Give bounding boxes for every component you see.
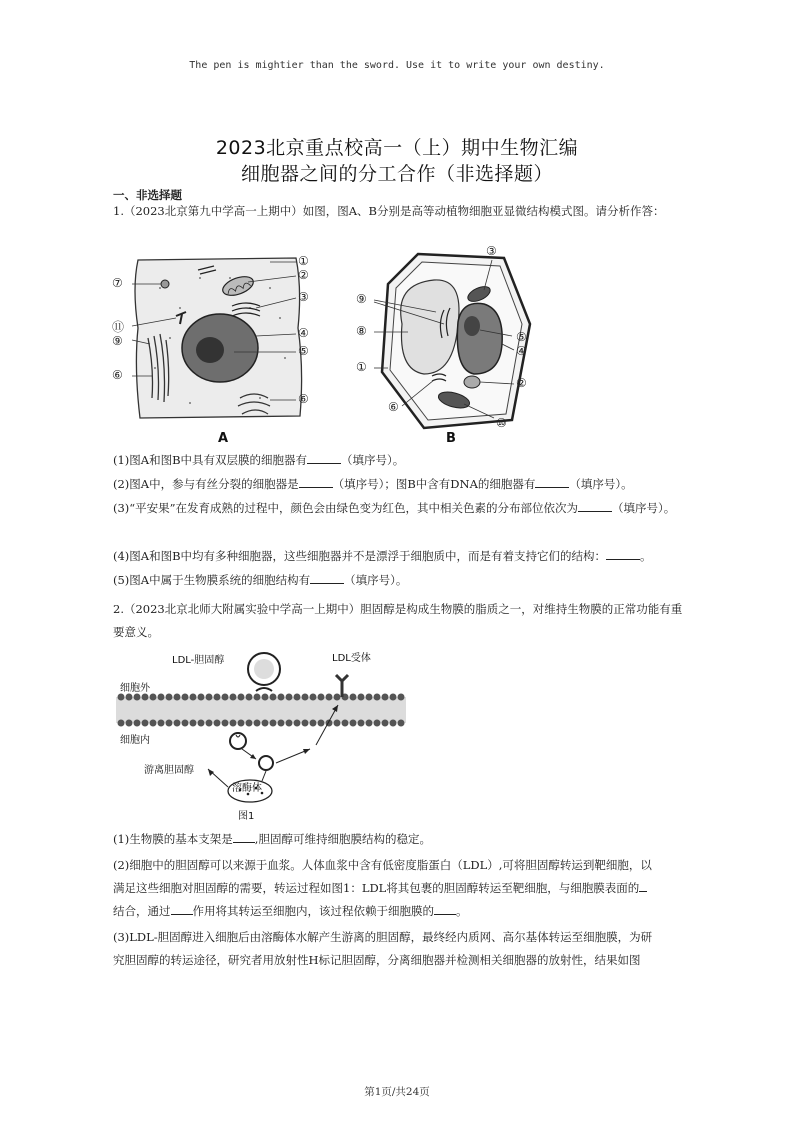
section-heading: 一、非选择题 bbox=[113, 188, 182, 202]
label-a-5: ⑤ bbox=[298, 344, 309, 358]
label-outside: 细胞外 bbox=[120, 683, 150, 694]
label-a-6-right: ⑥ bbox=[298, 392, 309, 406]
q1-sub2-blank-1[interactable] bbox=[299, 475, 333, 488]
page-subtitle: 细胞器之间的分工合作（非选择题） bbox=[240, 163, 553, 185]
label-b-6: ⑥ bbox=[388, 400, 399, 414]
page-footer: 第1页/共24页 bbox=[364, 1086, 430, 1098]
figure-a-caption: A bbox=[218, 431, 229, 446]
label-b-10: ⑩ bbox=[496, 416, 507, 430]
label-b-4: ④ bbox=[516, 344, 527, 358]
label-a-11: ⑪ bbox=[112, 320, 125, 334]
q2-sub1: (1)生物膜的基本支架是 ,胆固醇可维持细胞膜结构的稳定。 bbox=[113, 832, 431, 846]
q2-sub1-blank[interactable] bbox=[233, 830, 255, 843]
label-b-3: ③ bbox=[486, 244, 497, 258]
label-b-9: ⑨ bbox=[356, 292, 367, 306]
q1-sub2-blank-2[interactable] bbox=[535, 475, 569, 488]
figure-ldl-labels bbox=[116, 645, 416, 825]
q1-intro: 1.（2023北京第九中学高一上期中）如图，图A、B分别是高等动植物细胞亚显微结构模式图。请分析作答： bbox=[113, 204, 665, 218]
header-motto: The pen is mightier than the sword. Use it to write your own destiny. bbox=[189, 60, 605, 71]
label-a-9: ⑨ bbox=[112, 334, 123, 348]
figure-1-caption: 图1 bbox=[238, 811, 255, 822]
figure-a-labels bbox=[110, 248, 330, 446]
q1-sub5-blank[interactable] bbox=[310, 571, 344, 584]
q2-sub3: (3)LDL-胆固醇进入细胞后由溶酶体水解产生游离的胆固醇，最终经内质网、高尔基体转运至细胞膜，为研 究胆固醇的转运途径，研究者用放射性H标记胆固醇，分离细胞器并检测相关细胞器的放射性，结果如图 bbox=[113, 930, 653, 967]
q1-sub3-blank[interactable] bbox=[578, 499, 612, 512]
label-a-1: ① bbox=[298, 254, 309, 268]
label-ldl-cholesterol: LDL-胆固醇 bbox=[172, 655, 225, 666]
label-b-2: ② bbox=[516, 376, 527, 390]
q1-sub2: (2)图A中，参与有丝分裂的细胞器是 （填序号）；图B中含有DNA的细胞器有 （填序号）。 bbox=[113, 477, 633, 491]
q1-sub4-blank[interactable] bbox=[606, 547, 640, 560]
q1-sub1-blank[interactable] bbox=[307, 451, 341, 464]
label-a-7: ⑦ bbox=[112, 276, 123, 290]
label-b-5: ⑤ bbox=[516, 330, 527, 344]
label-inside: 细胞内 bbox=[120, 735, 150, 746]
q1-sub3: (3)“平安果”在发育成熟的过程中，颜色会由绿色变为红色，其中相关色素的分布部位依次为 （填序号）。 bbox=[113, 501, 676, 515]
q2-sub2: (2)细胞中的胆固醇可以来源于血浆。人体血浆中含有低密度脂蛋白（LDL）,可将胆固醇转运到靶细胞，以 满足这些细胞对胆固醇的需要，转运过程如图1：LDL将其包裹的胆固醇转运至靶细胞，与细胞膜表面的 结合，通过 作用将其转运至细胞内，该过程依赖于细胞膜的 。 bbox=[113, 858, 652, 918]
label-free-cholesterol: 游离胆固醇 bbox=[144, 765, 194, 776]
label-b-1: ① bbox=[356, 360, 367, 374]
q2-intro: 2.（2023北京北师大附属实验中学高一上期中）胆固醇是构成生物膜的脂质之一，对维持生物膜的正常功能有重要意义。 bbox=[113, 602, 683, 639]
page-title: 2023北京重点校高一（上）期中生物汇编 bbox=[215, 137, 579, 159]
label-a-2: ② bbox=[298, 268, 309, 282]
q2-sub2-blank-2[interactable] bbox=[171, 902, 193, 915]
figure-b-caption: B bbox=[446, 431, 456, 444]
label-lysosome: 溶酶体 bbox=[232, 783, 262, 794]
label-a-3: ③ bbox=[298, 290, 309, 304]
q2-sub2-blank-3[interactable] bbox=[434, 902, 456, 915]
label-ldl-receptor: LDL受体 bbox=[332, 653, 371, 664]
label-b-8: ⑧ bbox=[356, 324, 367, 338]
figure-b-labels bbox=[354, 244, 544, 444]
q1-sub1: (1)图A和图B中具有双层膜的细胞器有 （填序号）。 bbox=[113, 453, 405, 467]
q2-sub2-blank-1[interactable] bbox=[639, 879, 647, 892]
label-a-6-left: ⑥ bbox=[112, 368, 123, 382]
q1-sub5: (5)图A中属于生物膜系统的细胞结构有 （填序号）。 bbox=[113, 573, 408, 587]
q1-sub4: (4)图A和图B中均有多种细胞器，这些细胞器并不是漂浮于细胞质中，而是有着支持它们的结构： 。 bbox=[113, 549, 652, 563]
label-a-4: ④ bbox=[298, 326, 309, 340]
